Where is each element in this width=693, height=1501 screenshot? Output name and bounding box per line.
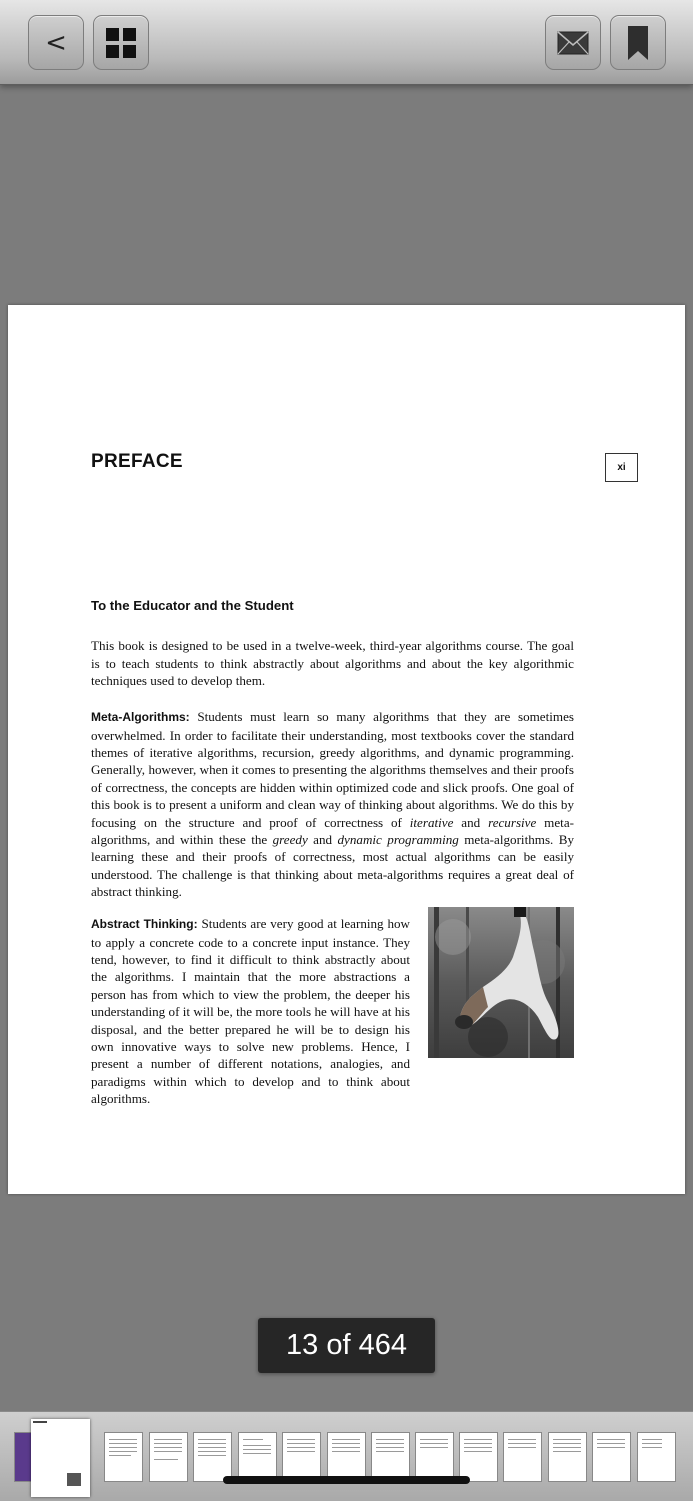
emphasis-dynamic-programming: dynamic programming [337,831,459,847]
page-indicator [258,1318,435,1373]
bookmark-icon [628,26,648,60]
emphasis-iterative: iterative [409,814,454,830]
thumbnail[interactable] [592,1432,631,1482]
back-button[interactable] [28,15,84,70]
thumbnail[interactable] [238,1432,277,1482]
paragraph-intro: This book is designed to be used in a twelve-week, third-year algorithms course. The goal is to teach students to think abstractly about algorithms and about the key algorithmic techniques used to develop them. [91,638,574,688]
paragraph-abstract-thinking [91,915,410,1107]
emphasis-greedy: greedy [272,831,308,847]
thumbnail[interactable] [637,1432,676,1482]
text-run: meta-algorithms, and within these the [91,814,574,847]
thumbnail[interactable] [104,1432,143,1482]
top-toolbar [0,0,693,85]
thumbnail[interactable] [415,1432,454,1482]
thumbnail[interactable] [193,1432,232,1482]
document-page[interactable] [8,305,685,1194]
bookmark-button[interactable] [610,15,666,70]
text-run: Students must learn so many algorithms that they are sometimes overwhelmed. In order to facilitate their understanding, most textbooks cover the standard themes of iterative algorithms, recursion, greedy algorithms, and dynamic programming. Generally, however, when it comes to presenting the algorithms themselves and their proofs of correctness, the concepts are hidden within optimized code and slick proofs. One goal of this book is to present a uniform and clean way of thinking about algorithms. We do this by focusing on the structure and proof of correctness of [91,709,574,830]
mail-button[interactable] [545,15,601,70]
section-heading: To the Educator and the Student [91,598,294,613]
grid-view-button[interactable] [93,15,149,70]
text-run: meta-algorithms. By learning these and their proofs of correctness, most actual algorithms can be easily understood. The challenge is that thinking about meta-algorithms requires a great deal of abstract thinking. [91,831,575,900]
thumbnail-current[interactable] [31,1419,90,1497]
run-head-meta-algorithms: Meta-Algorithms: [91,710,190,725]
emphasis-recursive: recursive [488,814,537,830]
thumbnail[interactable] [327,1432,366,1482]
page-separator: of [326,1329,351,1361]
thumbnail[interactable] [282,1432,321,1482]
mail-icon [557,31,589,55]
thumbnail[interactable] [503,1432,542,1482]
home-indicator[interactable] [223,1476,470,1484]
current-page: 13 [286,1329,319,1361]
thumbnail[interactable] [149,1432,188,1482]
paragraph-meta-algorithms [91,708,574,900]
text-run: and [453,814,489,830]
page-title: PREFACE [91,451,183,472]
thumbnail[interactable] [371,1432,410,1482]
page-number-box: xi [605,453,638,482]
back-icon: < [45,27,67,58]
thumbnail[interactable] [459,1432,498,1482]
thumbnail-strip[interactable] [0,1411,693,1501]
thumbnail[interactable] [548,1432,587,1482]
grid-icon [106,28,136,58]
total-pages: 464 [358,1329,407,1361]
text-run: Students are very good at learning how to apply a concrete code to a concrete input instance. They tend, however, to find it difficult to think abstractly about the algorithms. I maintain that the more abstractions a person has from which to view the problem, the deeper his understanding of it will be, the more tools he will have at his disposal, and the better prepared he will be to design his own innovative ways to solve new problems. Hence, I present a number of different notations, analogies, and paradigms within which to develop and to think about algorithms. [91,916,410,1107]
gymnast-photo [428,907,574,1058]
run-head-abstract-thinking: Abstract Thinking: [91,917,198,932]
text-run: and [307,831,338,847]
